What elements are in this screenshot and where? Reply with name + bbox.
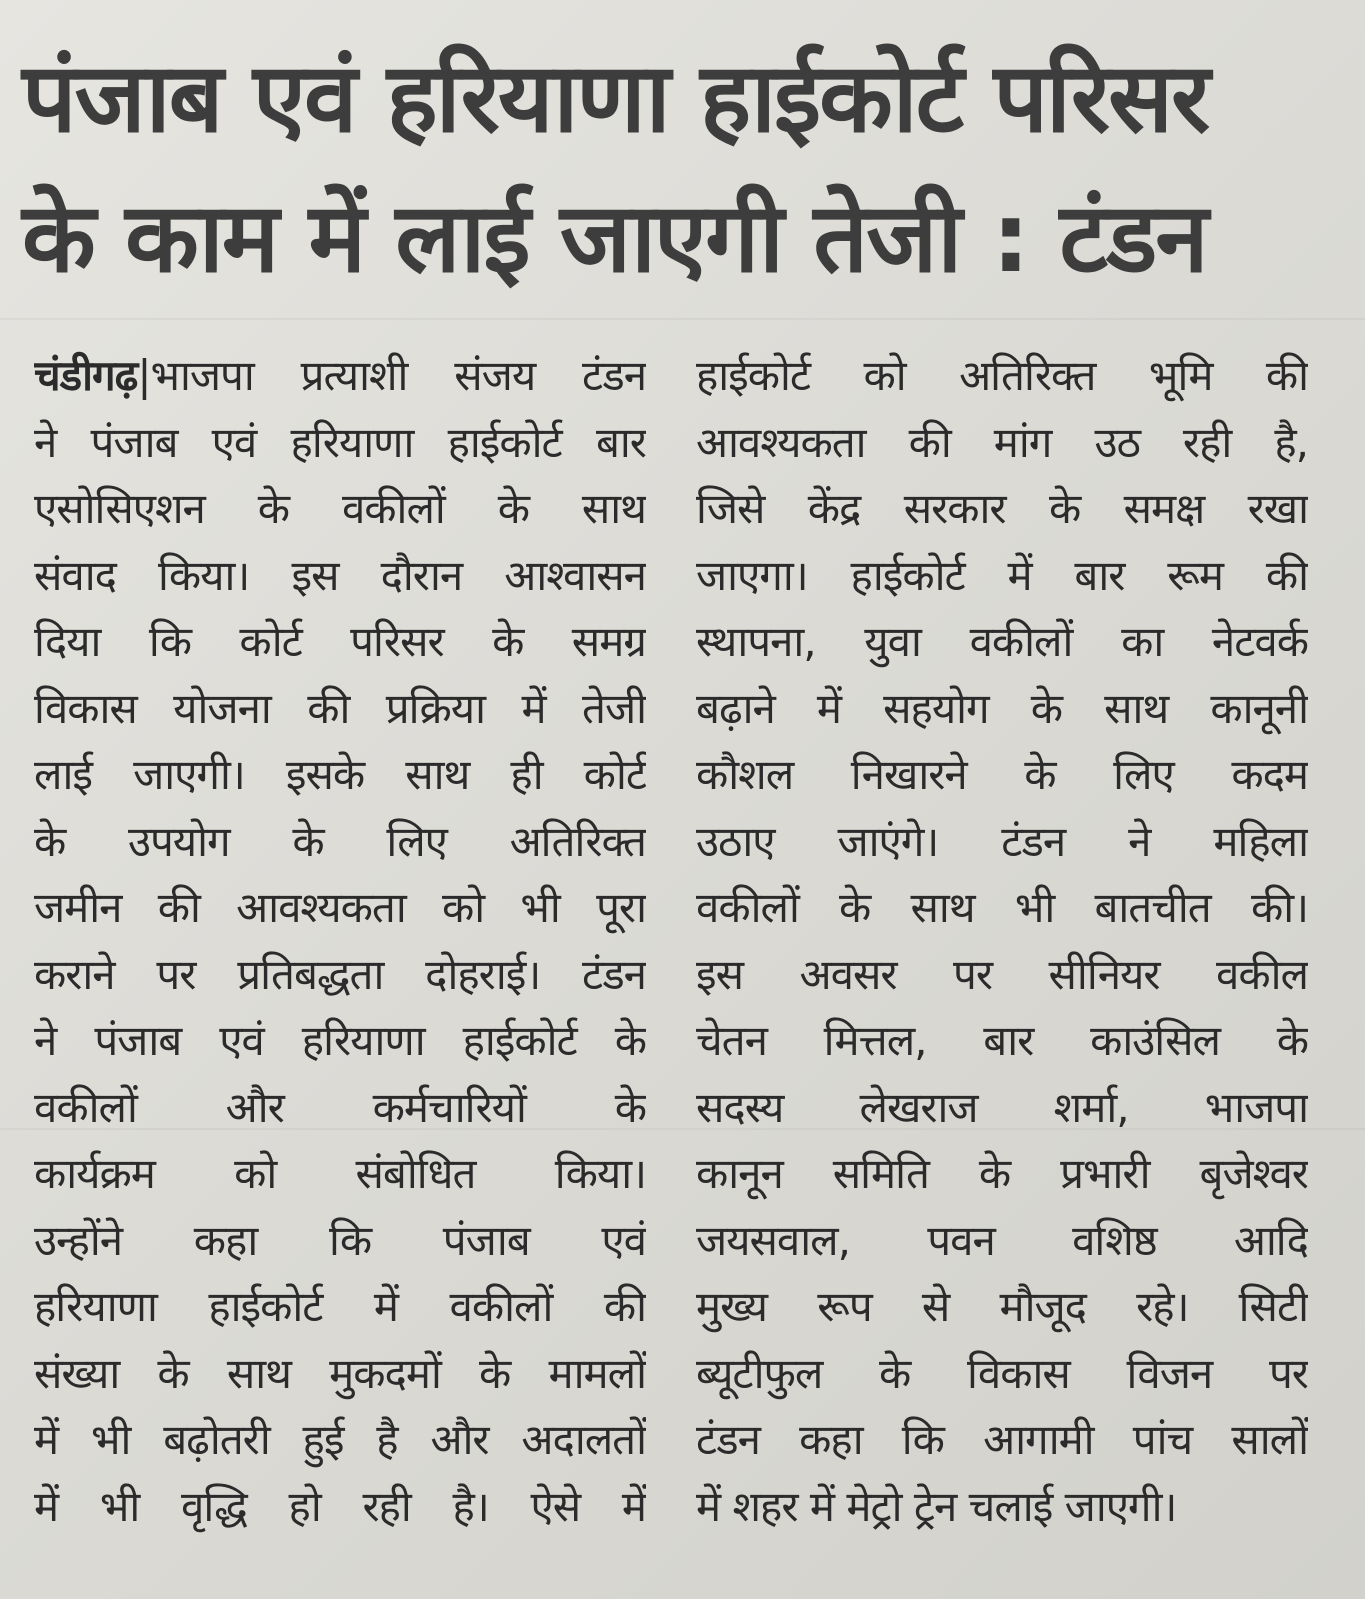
headline-line-2: के काम में लाई जाएगी तेजी : टंडन [22,182,1207,294]
article-line: वकीलों और कर्मचारियों के [34,1082,646,1132]
article-line: ने पंजाब एवं हरियाणा हाईकोर्ट के [34,1016,646,1065]
article-line: एसोसिएशन के वकीलों के साथ [34,484,646,533]
article-line: सदस्य लेखराज शर्मा, भाजपा [696,1082,1308,1132]
article-line: में भी बढ़ोतरी हुई है और अदालतों [34,1415,646,1464]
article-line: हरियाणा हाईकोर्ट में वकीलों की [34,1282,646,1331]
article-column-right [696,343,1308,1540]
article-line: इस अवसर पर सीनियर वकील [696,949,1308,999]
article-line: जमीन की आवश्यकता को भी पूरा [34,883,646,932]
article-line: जाएगा। हाईकोर्ट में बार रूम की [696,550,1308,600]
article-line: उठाए जाएंगे। टंडन ने महिला [696,816,1308,866]
article-line: में भी वृद्धि हो रही है। ऐसे में [34,1481,646,1531]
article-line: कानून समिति के प्रभारी बृजेश्वर [696,1149,1308,1198]
article-line: जयसवाल, पवन वशिष्ठ आदि [696,1215,1308,1265]
article-line: हाईकोर्ट को अतिरिक्त भूमि की [696,351,1308,400]
article-line: बढ़ाने में सहयोग के साथ कानूनी [696,683,1308,733]
article-line: में शहर में मेट्रो ट्रेन चलाई जाएगी। [696,1481,1177,1531]
article-line: ने पंजाब एवं हरियाणा हाईकोर्ट बार [34,417,646,467]
article-line: उन्होंने कहा कि पंजाब एवं [34,1215,646,1265]
article-line: स्थापना, युवा वकीलों का नेटवर्क [696,617,1308,666]
headline [22,28,1342,308]
article-line [34,343,646,410]
article-line: वकीलों के साथ भी बातचीत की। [696,883,1308,932]
dateline: चंडीगढ़ [34,351,138,400]
paper-crease [0,318,1365,320]
article-line: ब्यूटीफुल के विकास विजन पर [696,1348,1308,1398]
article-line: टंडन कहा कि आगामी पांच सालों [696,1415,1308,1464]
article-line: कार्यक्रम को संबोधित किया। [34,1149,646,1198]
article-line: आवश्यकता की मांग उठ रही है, [696,417,1308,467]
article-line: मुख्य रूप से मौजूद रहे। सिटी [696,1282,1308,1331]
article-line: कराने पर प्रतिबद्धता दोहराई। टंडन [34,949,646,999]
article-line-text: |भाजपा प्रत्याशी संजय टंडन [137,351,646,400]
article-line: कौशल निखारने के लिए कदम [696,750,1308,799]
article-line: संख्या के साथ मुकदमों के मामलों [34,1348,646,1398]
article-line: के उपयोग के लिए अतिरिक्त [34,816,646,866]
headline-line-1: पंजाब एवं हरियाणा हाईकोर्ट परिसर [22,42,1209,154]
article-column-left [34,343,646,1540]
article-line: लाई जाएगी। इसके साथ ही कोर्ट [34,750,646,799]
article-line: विकास योजना की प्रक्रिया में तेजी [34,683,646,733]
article-line: जिसे केंद्र सरकार के समक्ष रखा [696,484,1308,533]
article-line: चेतन मित्तल, बार काउंसिल के [696,1016,1308,1065]
article-line: संवाद किया। इस दौरान आश्वासन [34,550,646,600]
article-line: दिया कि कोर्ट परिसर के समग्र [34,617,646,666]
